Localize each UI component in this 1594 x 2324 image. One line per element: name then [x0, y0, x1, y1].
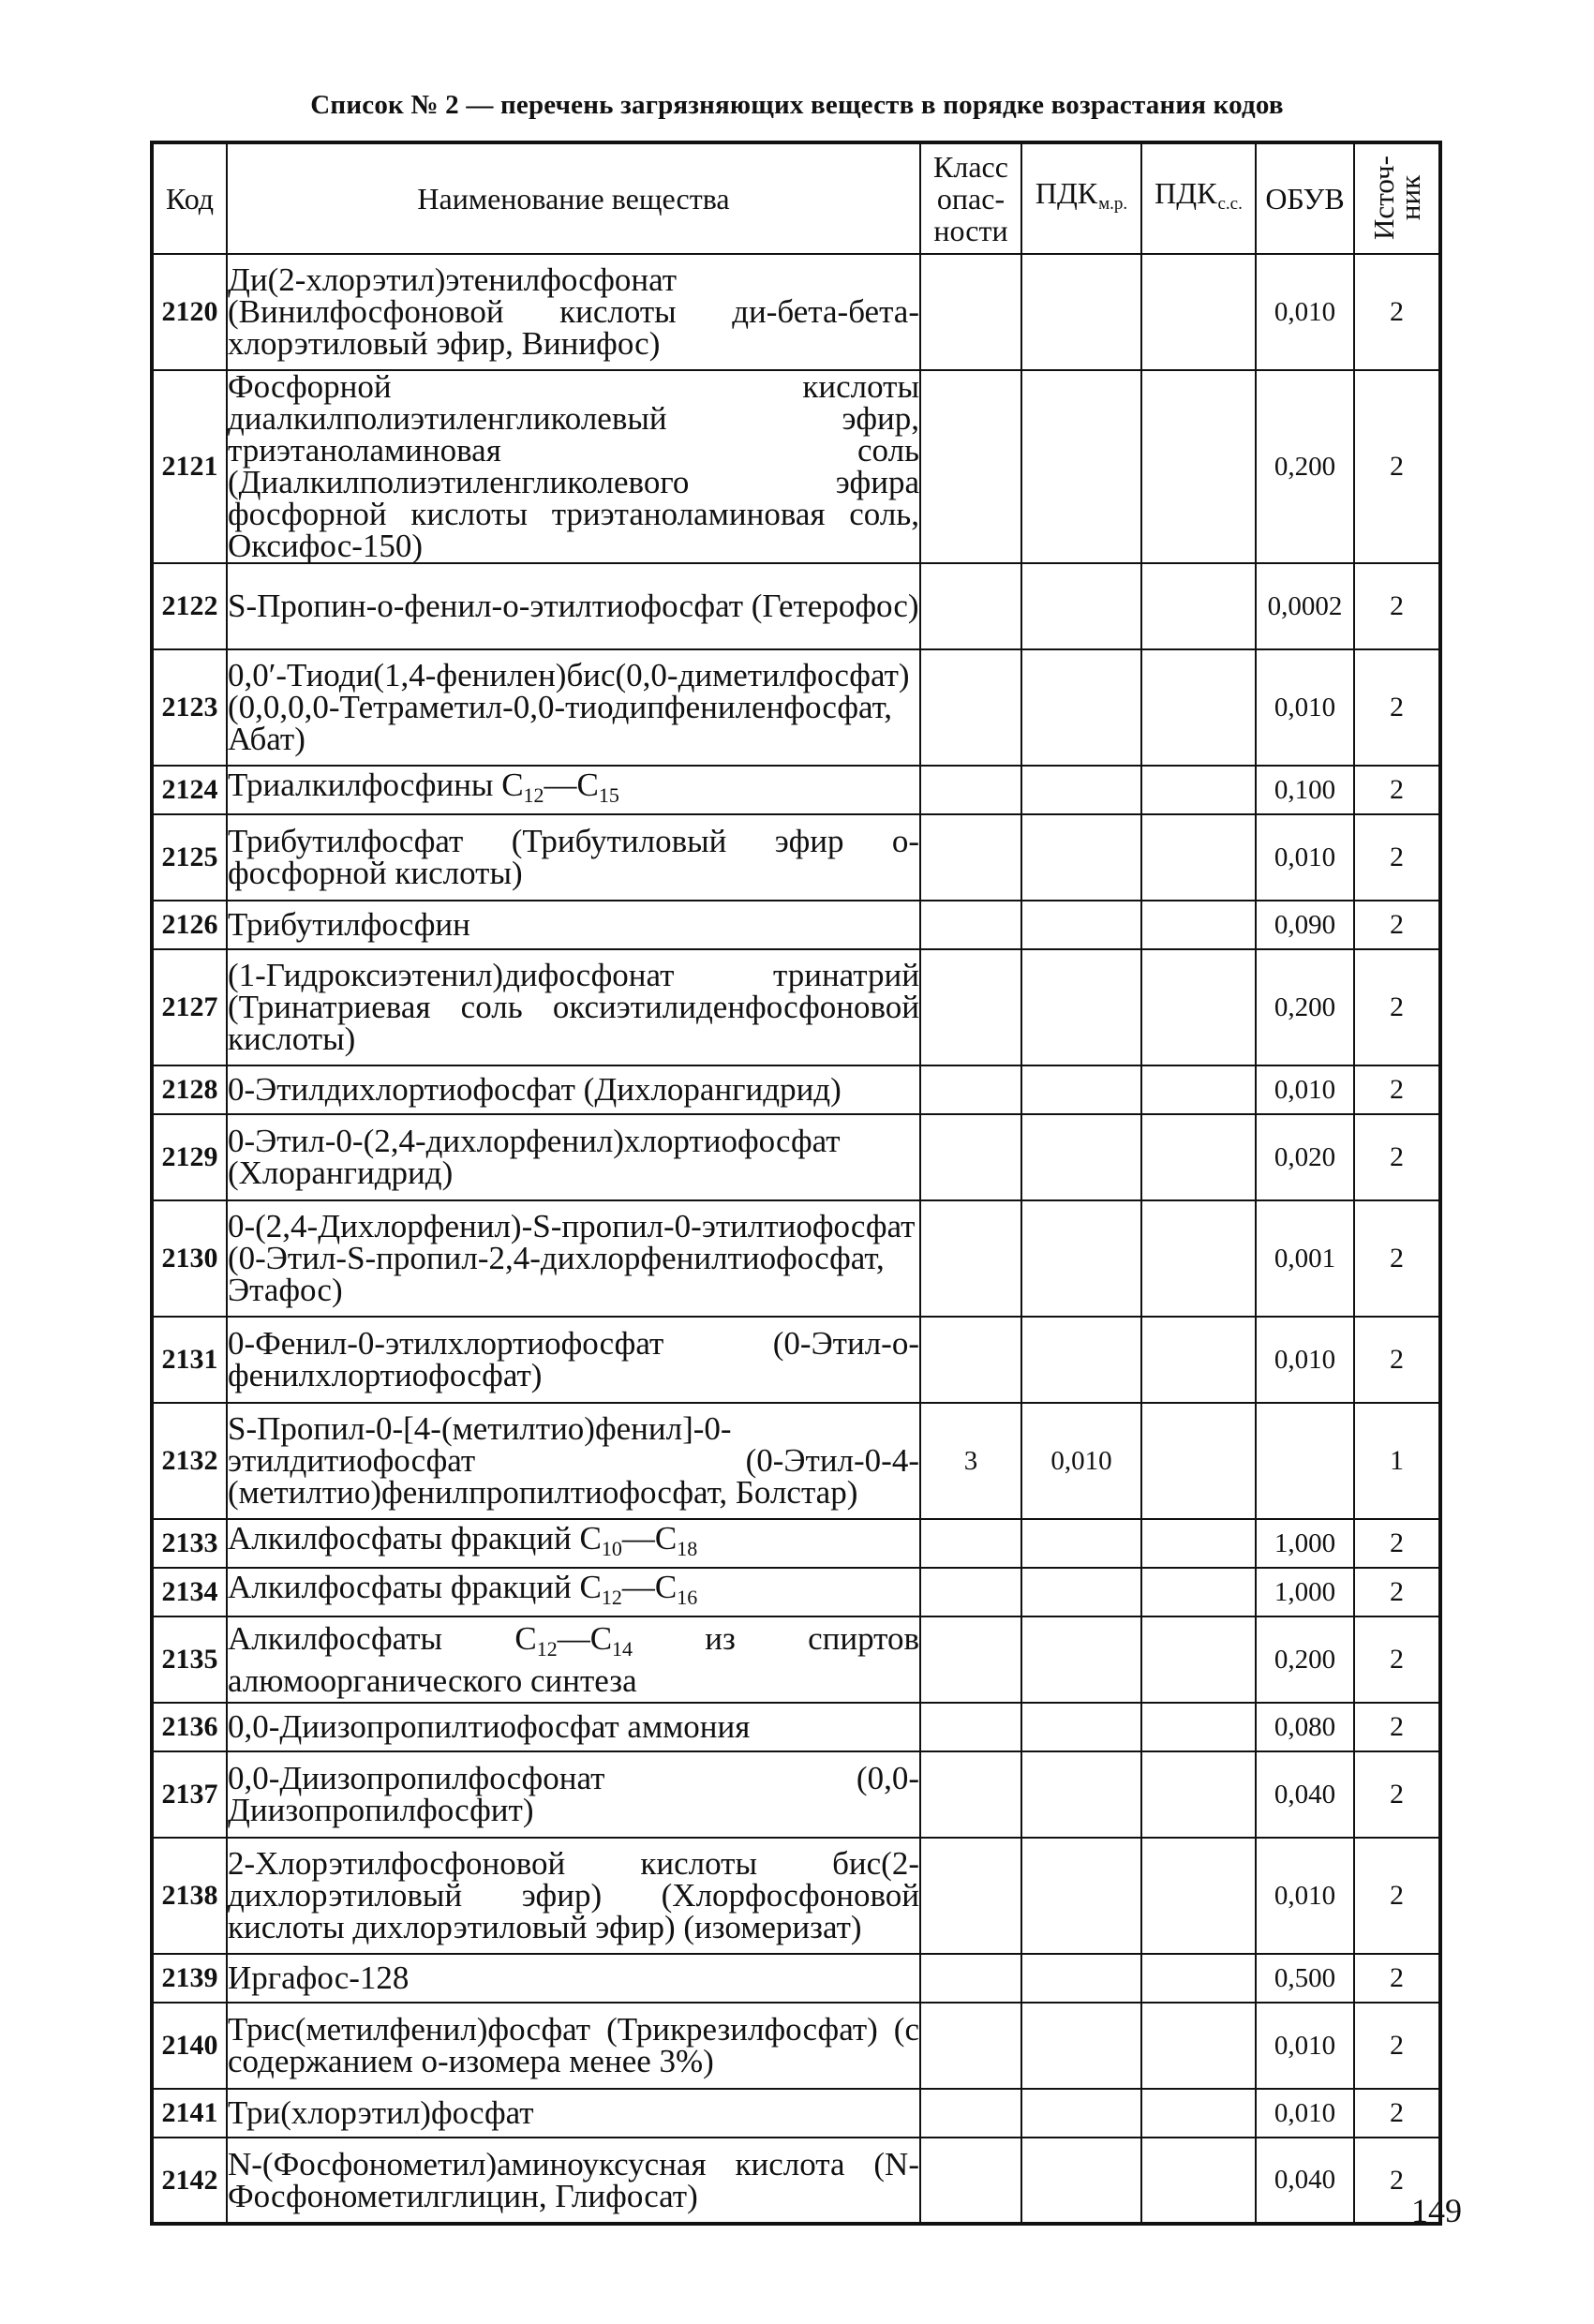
cell-hazard-class — [920, 370, 1021, 563]
cell-code: 2139 — [152, 1954, 227, 2003]
cell-obuv: 1,000 — [1256, 1568, 1354, 1616]
cell-hazard-class — [920, 2138, 1021, 2224]
table-row — [152, 1616, 1440, 1703]
cell-code: 2133 — [152, 1519, 227, 1568]
cell-code: 2128 — [152, 1065, 227, 1114]
cell-hazard-class — [920, 1616, 1021, 1703]
cell-pdk-ss — [1141, 1065, 1256, 1114]
cell-obuv: 0,010 — [1256, 814, 1354, 901]
cell-hazard-class — [920, 254, 1021, 370]
cell-hazard-class — [920, 1838, 1021, 1954]
col-header-code: Код — [152, 142, 227, 254]
cell-pdk-mr: 0,010 — [1021, 1403, 1141, 1519]
table-row — [152, 949, 1440, 1065]
cell-pdk-ss — [1141, 1519, 1256, 1568]
subscript: 12 — [536, 1636, 558, 1661]
cell-pdk-ss — [1141, 2138, 1256, 2224]
cell-hazard-class — [920, 814, 1021, 901]
cell-obuv: 0,100 — [1256, 766, 1354, 814]
cell-name — [227, 766, 920, 814]
cell-source: 2 — [1354, 563, 1440, 649]
cell-code: 2136 — [152, 1703, 227, 1751]
cell-hazard-class — [920, 1954, 1021, 2003]
cell-source: 2 — [1354, 2138, 1440, 2224]
cell-pdk-mr — [1021, 2089, 1141, 2138]
cell-name: 0-(2,4-Дихлорфенил)-S-пропил-0-этилтиофосфат (0-Этил-S-пропил-2,4-дихлорфенилтиофосфат, Этафос) — [227, 1200, 920, 1317]
cell-pdk-mr — [1021, 1519, 1141, 1568]
cell-source: 2 — [1354, 814, 1440, 901]
name-text: Триалкилфосфины С — [228, 766, 524, 803]
cell-source: 2 — [1354, 1954, 1440, 2003]
col-header-pdk-ss — [1141, 142, 1256, 254]
cell-code: 2125 — [152, 814, 227, 901]
cell-source: 2 — [1354, 766, 1440, 814]
pdk-mr-sub: м.р. — [1098, 194, 1128, 214]
cell-name: (1-Гидроксиэтенил)дифосфонат тринатрий (Тринатриевая соль оксиэтилиденфосфоновой кислоты) — [227, 949, 920, 1065]
cell-code: 2129 — [152, 1114, 227, 1200]
subscript: 12 — [523, 782, 544, 807]
cell-name: 0,0′-Тиоди(1,4-фенилен)бис(0,0-диметилфосфат) (0,0,0,0-Тетраметил-0,0-тиодипфениленфосфат, Абат) — [227, 649, 920, 766]
cell-pdk-mr — [1021, 1703, 1141, 1751]
cell-pdk-mr — [1021, 1317, 1141, 1403]
cell-pdk-mr — [1021, 2003, 1141, 2089]
cell-obuv: 0,010 — [1256, 2089, 1354, 2138]
cell-hazard-class — [920, 563, 1021, 649]
cell-code: 2134 — [152, 1568, 227, 1616]
cell-name — [227, 1616, 920, 1703]
page-title: Список № 2 — перечень загрязняющих веществ в порядке возрастания кодов — [310, 90, 1284, 120]
cell-pdk-ss — [1141, 1703, 1256, 1751]
cell-name: Трибутилфосфат (Трибутиловый эфир о-фосфорной кислоты) — [227, 814, 920, 901]
table-row — [152, 1114, 1440, 1200]
source-rotated-label — [1366, 156, 1426, 240]
cell-pdk-ss — [1141, 1838, 1256, 1954]
cell-code: 2123 — [152, 649, 227, 766]
cell-code: 2121 — [152, 370, 227, 563]
table-row — [152, 1519, 1440, 1568]
cell-source: 2 — [1354, 1568, 1440, 1616]
col-header-hazard-class-l1: Класс — [933, 150, 1008, 184]
cell-source: 2 — [1354, 1703, 1440, 1751]
cell-name: Ди(2-хлорэтил)этенилфосфонат (Винилфосфоновой кислоты ди-бета-бета-хлорэтиловый эфир, Винифос) — [227, 254, 920, 370]
cell-pdk-ss — [1141, 1200, 1256, 1317]
cell-pdk-mr — [1021, 1616, 1141, 1703]
cell-code: 2122 — [152, 563, 227, 649]
table-row — [152, 1838, 1440, 1954]
table-row — [152, 254, 1440, 370]
cell-code: 2120 — [152, 254, 227, 370]
cell-hazard-class — [920, 1568, 1021, 1616]
cell-pdk-ss — [1141, 949, 1256, 1065]
col-header-obuv: ОБУВ — [1256, 142, 1354, 254]
col-header-pdk-mr — [1021, 142, 1141, 254]
cell-source: 2 — [1354, 370, 1440, 563]
subscript: 14 — [612, 1636, 633, 1661]
cell-code: 2137 — [152, 1751, 227, 1838]
cell-obuv: 0,010 — [1256, 1838, 1354, 1954]
name-text: из спиртов алюмоорганического синтеза — [228, 1619, 920, 1699]
name-text: —С — [544, 766, 599, 803]
cell-hazard-class — [920, 1519, 1021, 1568]
cell-hazard-class — [920, 2003, 1021, 2089]
cell-pdk-ss — [1141, 814, 1256, 901]
cell-hazard-class — [920, 649, 1021, 766]
cell-pdk-mr — [1021, 1065, 1141, 1114]
cell-pdk-ss — [1141, 766, 1256, 814]
cell-pdk-mr — [1021, 814, 1141, 901]
table-row — [152, 649, 1440, 766]
cell-pdk-mr — [1021, 649, 1141, 766]
cell-hazard-class — [920, 2089, 1021, 2138]
cell-code: 2126 — [152, 901, 227, 949]
cell-name: 0-Этилдихлортиофосфат (Дихлорангидрид) — [227, 1065, 920, 1114]
cell-pdk-mr — [1021, 370, 1141, 563]
name-text: —С — [621, 1519, 678, 1557]
cell-hazard-class — [920, 766, 1021, 814]
cell-name: 0,0-Диизопропилтиофосфат аммония — [227, 1703, 920, 1751]
cell-hazard-class — [920, 1703, 1021, 1751]
cell-code: 2138 — [152, 1838, 227, 1954]
cell-pdk-ss — [1141, 1114, 1256, 1200]
cell-obuv: 0,020 — [1256, 1114, 1354, 1200]
cell-source: 2 — [1354, 1616, 1440, 1703]
pdk-mr-main: ПДК — [1035, 176, 1098, 210]
cell-pdk-ss — [1141, 1616, 1256, 1703]
table-row — [152, 1954, 1440, 2003]
table-row — [152, 766, 1440, 814]
cell-pdk-mr — [1021, 1954, 1141, 2003]
cell-code: 2140 — [152, 2003, 227, 2089]
table-row — [152, 370, 1440, 563]
cell-source: 2 — [1354, 649, 1440, 766]
cell-name: Иргафос-128 — [227, 1954, 920, 2003]
source-l2: ник — [1393, 174, 1426, 221]
page-number: 149 — [1411, 2192, 1462, 2229]
cell-name: Фосфорной кислоты диалкилполиэтиленгликолевый эфир, триэтаноламиновая соль (Диалкилполиэтиленгликолевого эфира фосфорной кислоты триэтаноламиновая соль, Оксифос-150) — [228, 368, 919, 564]
cell-obuv: 0,090 — [1256, 901, 1354, 949]
cell-hazard-class — [920, 1114, 1021, 1200]
cell-obuv: 0,500 — [1256, 1954, 1354, 2003]
cell-name: Трибутилфосфин — [227, 901, 920, 949]
table-row — [152, 1568, 1440, 1616]
cell-obuv: 0,200 — [1256, 1616, 1354, 1703]
cell-name: Три(хлорэтил)фосфат — [227, 2089, 920, 2138]
cell-pdk-mr — [1021, 766, 1141, 814]
cell-obuv — [1256, 1403, 1354, 1519]
cell-source: 2 — [1354, 1751, 1440, 1838]
cell-hazard-class — [920, 1065, 1021, 1114]
table-row — [152, 901, 1440, 949]
cell-hazard-class — [920, 1751, 1021, 1838]
cell-obuv: 0,0002 — [1256, 563, 1354, 649]
cell-obuv: 0,200 — [1256, 370, 1354, 563]
cell-pdk-ss — [1141, 370, 1256, 563]
cell-code: 2135 — [152, 1616, 227, 1703]
cell-obuv: 0,200 — [1256, 949, 1354, 1065]
cell-source: 2 — [1354, 949, 1440, 1065]
cell-source: 2 — [1354, 1317, 1440, 1403]
subscript: 18 — [677, 1536, 698, 1560]
name-text: —С — [621, 1568, 678, 1605]
subscript: 12 — [601, 1585, 622, 1609]
cell-pdk-ss — [1141, 1751, 1256, 1838]
cell-obuv: 0,040 — [1256, 2138, 1354, 2224]
name-text: Алкилфосфаты С — [228, 1619, 537, 1657]
cell-code: 2131 — [152, 1317, 227, 1403]
cell-pdk-mr — [1021, 254, 1141, 370]
cell-pdk-mr — [1021, 1838, 1141, 1954]
table-row — [152, 814, 1440, 901]
cell-pdk-mr — [1021, 949, 1141, 1065]
header-row — [152, 142, 1440, 254]
cell-pdk-mr — [1021, 1568, 1141, 1616]
cell-name: 0-Этил-0-(2,4-дихлорфенил)хлортиофосфат (Хлорангидрид) — [227, 1114, 920, 1200]
cell-obuv: 0,010 — [1256, 1065, 1354, 1114]
source-l1: Источ- — [1366, 156, 1400, 240]
table-row — [152, 1065, 1440, 1114]
cell-source: 2 — [1354, 1114, 1440, 1200]
cell-pdk-ss — [1141, 1568, 1256, 1616]
cell-name: S-Пропил-0-[4-(метилтио)фенил]-0-этилдитиофосфат (0-Этил-0-4-(метилтио)фенилпропилтиофосфат, Болстар) — [227, 1403, 920, 1519]
cell-source: 1 — [1354, 1403, 1440, 1519]
cell-pdk-mr — [1021, 1751, 1141, 1838]
cell-name: Трис(метилфенил)фосфат (Трикрезилфосфат) (с содержанием о-изомера менее 3%) — [227, 2003, 920, 2089]
pdk-ss-main: ПДК — [1155, 176, 1217, 210]
cell-name: N-(Фосфонометил)аминоуксусная кислота (N-Фосфонометилглицин, Глифосат) — [227, 2138, 920, 2224]
cell-obuv: 0,080 — [1256, 1703, 1354, 1751]
substances-table — [150, 141, 1442, 2226]
cell-name — [227, 1568, 920, 1616]
cell-name — [227, 1519, 920, 1568]
cell-code: 2141 — [152, 2089, 227, 2138]
col-header-hazard-class-l2: опас- — [936, 182, 1006, 216]
cell-obuv: 0,010 — [1256, 2003, 1354, 2089]
cell-pdk-mr — [1021, 563, 1141, 649]
cell-pdk-ss — [1141, 1317, 1256, 1403]
cell-pdk-ss — [1141, 563, 1256, 649]
cell-code: 2124 — [152, 766, 227, 814]
cell-pdk-ss — [1141, 1403, 1256, 1519]
name-text: —С — [557, 1619, 613, 1657]
cell-pdk-mr — [1021, 901, 1141, 949]
cell-pdk-mr — [1021, 2138, 1141, 2224]
cell-obuv: 0,040 — [1256, 1751, 1354, 1838]
table-row — [152, 1751, 1440, 1838]
cell-source: 2 — [1354, 1838, 1440, 1954]
cell-code: 2127 — [152, 949, 227, 1065]
cell-code: 2142 — [152, 2138, 227, 2224]
cell-hazard-class — [920, 1200, 1021, 1317]
cell-obuv: 0,001 — [1256, 1200, 1354, 1317]
cell-pdk-ss — [1141, 2003, 1256, 2089]
table-row — [152, 1317, 1440, 1403]
cell-pdk-ss — [1141, 2089, 1256, 2138]
subscript: 16 — [677, 1585, 698, 1609]
table-row — [152, 2138, 1440, 2224]
col-header-source — [1354, 142, 1440, 254]
col-header-name: Наименование вещества — [227, 142, 920, 254]
cell-hazard-class — [920, 949, 1021, 1065]
table-row — [152, 1403, 1440, 1519]
cell-pdk-ss — [1141, 254, 1256, 370]
cell-source: 2 — [1354, 1200, 1440, 1317]
cell-pdk-mr — [1021, 1114, 1141, 1200]
name-text: Алкилфосфаты фракций С — [228, 1519, 602, 1557]
cell-pdk-mr — [1021, 1200, 1141, 1317]
cell-pdk-ss — [1141, 649, 1256, 766]
table-row — [152, 1200, 1440, 1317]
cell-obuv: 0,010 — [1256, 649, 1354, 766]
table-row — [152, 1703, 1440, 1751]
cell-pdk-ss — [1141, 901, 1256, 949]
cell-source: 2 — [1354, 901, 1440, 949]
cell-obuv: 0,010 — [1256, 254, 1354, 370]
cell-source: 2 — [1354, 1065, 1440, 1114]
subscript: 15 — [598, 782, 619, 807]
cell-hazard-class — [920, 901, 1021, 949]
cell-hazard-class: 3 — [920, 1403, 1021, 1519]
table-row — [152, 563, 1440, 649]
subscript: 10 — [601, 1536, 622, 1560]
cell-pdk-ss — [1141, 1954, 1256, 2003]
pdk-ss-sub: с.с. — [1217, 194, 1243, 214]
cell-obuv: 0,010 — [1256, 1317, 1354, 1403]
cell-code: 2130 — [152, 1200, 227, 1317]
cell-code: 2132 — [152, 1403, 227, 1519]
cell-source: 2 — [1354, 254, 1440, 370]
cell-obuv: 1,000 — [1256, 1519, 1354, 1568]
name-text: Алкилфосфаты фракций С — [228, 1568, 602, 1605]
table-row — [152, 2003, 1440, 2089]
cell-source: 2 — [1354, 2089, 1440, 2138]
table-row — [152, 2089, 1440, 2138]
cell-name: S-Пропин-о-фенил-о-этилтиофосфат (Гетерофос) — [227, 563, 920, 649]
col-header-hazard-class — [920, 142, 1021, 254]
cell-name: 2-Хлорэтилфосфоновой кислоты бис(2-дихлорэтиловый эфир) (Хлорфосфоновой кислоты дихлорэтиловый эфир) (изомеризат) — [227, 1838, 920, 1954]
cell-hazard-class — [920, 1317, 1021, 1403]
cell-source: 2 — [1354, 1519, 1440, 1568]
cell-name: 0,0-Диизопропилфосфонат (0,0-Диизопропилфосфит) — [227, 1751, 920, 1838]
col-header-hazard-class-l3: ности — [933, 214, 1008, 247]
cell-source: 2 — [1354, 2003, 1440, 2089]
cell-name: 0-Фенил-0-этилхлортиофосфат (0-Этил-о-фенилхлортиофосфат) — [227, 1317, 920, 1403]
